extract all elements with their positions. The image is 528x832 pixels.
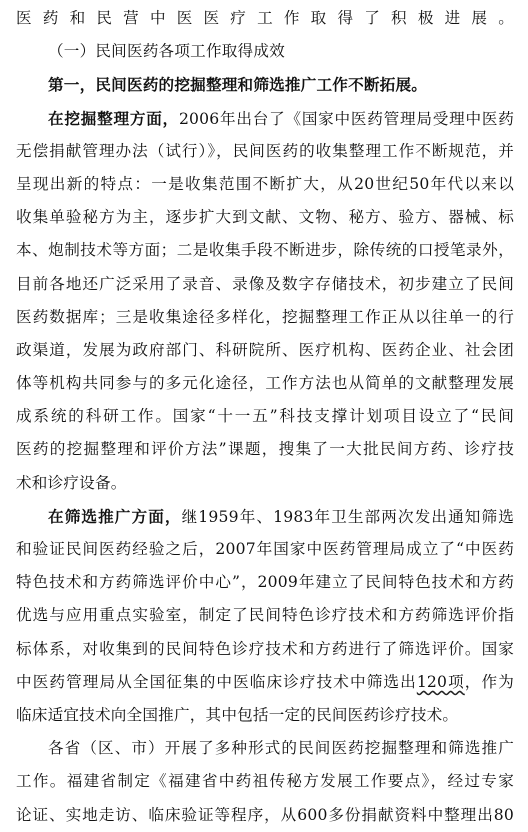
paragraph-line-8: 本、炮制技术等方面；二是收集手段不断进步，除传统的口授笔录外， [16,241,514,260]
paragraph-line-11: 政渠道，发展为政府部门、科研院所、医疗机构、医药企业、社会团 [16,340,514,359]
paragraph-line-9: 目前各地还广泛采用了录音、录像及数字存储技术，初步建立了民间 [16,274,514,293]
paragraph-line-17: 和验证民间医药经验之后，2007年国家中医药管理局成立了“中医药 [16,540,514,558]
paragraph-line-10: 医药数据库；三是收集途径多样化，挖掘整理工作正从以往单一的行 [16,307,514,326]
paragraph-line-22: 临床适宜技术向全国推广，其中包括一定的民间医药诊疗技术。 [16,705,459,724]
paragraph-line-12: 体等机构共同参与的多元化途径，工作方法也从简单的文献整理发展 [16,374,514,393]
wavy-underline-mark: 120项 [416,672,465,691]
paragraph-line-13: 成系统的科研工作。国家“十一五”科技支撑计划项目设立了“民间 [16,407,514,426]
paragraph-text: ，作为 [464,672,514,691]
paragraph-line-6: 呈现出新的特点：一是收集范围不断扩大，从20世纪50年代以来以 [16,174,514,193]
paragraph-line-5: 无偿捐献管理办法（试行）》，民间医药的收集整理工作不断规范，并 [16,141,514,160]
paragraph-line-19: 优选与应用重点实验室，制定了民间特色诊疗技术和方药筛选评价指 [16,606,514,625]
paragraph-text: 继1959年、1983年卫生部两次发出通知筛选 [181,507,514,526]
paragraph-line-1: 医药和民营中医医疗工作取得了积极进展。 [16,9,514,27]
paragraph-lead-screening: 在筛选推广方面， [48,506,182,526]
paragraph-text: 中医药管理局从全国征集的中医临床诊疗技术中筛选出 [16,672,417,691]
paragraph-line-15: 术和诊疗设备。 [16,473,127,492]
paragraph-line-14: 医药的挖掘整理和评价方法”课题，搜集了一大批民间方药、诊疗技 [16,440,514,459]
paragraph-line-24: 工作。福建省制定《福建省中药祖传秘方发展工作要点》，经过专家 [16,772,514,791]
paragraph-line-7: 收集单验秘方为主，逐步扩大到文献、文物、秘方、验方、器械、标 [16,208,514,227]
paragraph-line-16 [16,500,514,533]
paragraph-text: 2006年出台了《国家中医药管理局受理中医药 [178,109,514,128]
subsection-heading: 第一，民间医药的挖掘整理和筛选推广工作不断拓展。 [48,75,428,95]
paragraph-line-4 [16,102,514,135]
paragraph-line-20: 标体系，对收集到的民间特色诊疗技术和方药进行了筛选评价。国家 [16,639,514,658]
paragraph-line-23: 各省（区、市）开展了多种形式的民间医药挖掘整理和筛选推广 [48,739,514,758]
section-heading: （一）民间医药各项工作取得成效 [48,42,285,61]
paragraph-line-18: 特色技术和方药筛选评价中心”，2009年建立了民间特色技术和方药 [16,573,514,592]
paragraph-lead-excavation: 在挖掘整理方面， [48,108,179,128]
paragraph-line-21 [16,666,514,699]
paragraph-line-25: 论证、实地走访、临床验证等程序，从600多份捐献资料中整理出80 [16,805,514,824]
